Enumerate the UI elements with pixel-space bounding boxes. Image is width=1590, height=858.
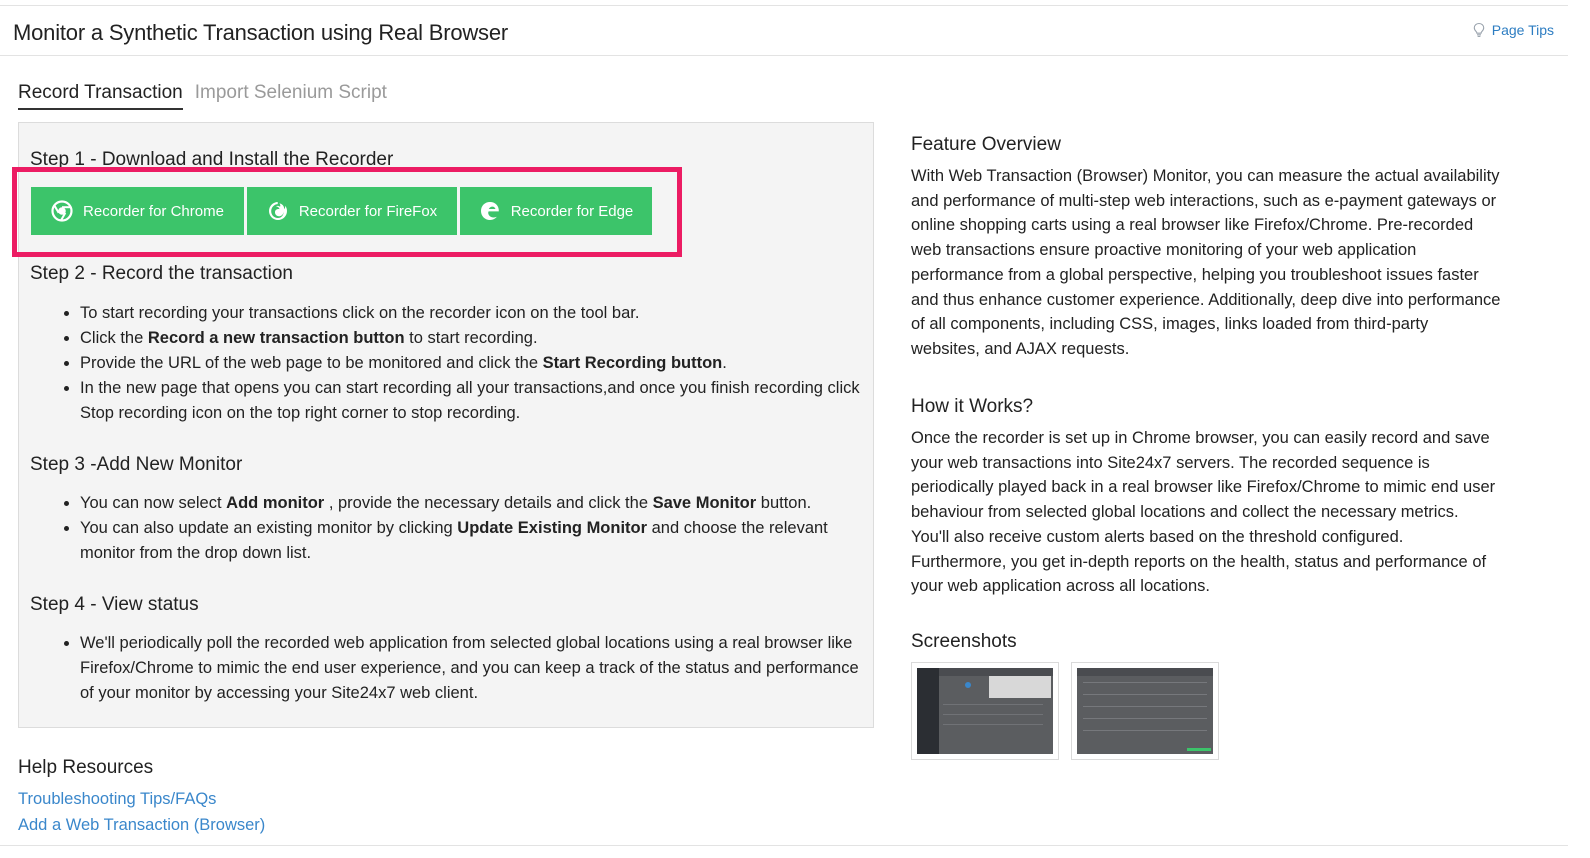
feature-overview-text: With Web Transaction (Browser) Monitor, you can measure the actual availability and performance of multi-step web interactions, such as e-payment gateways or online shopping carts using a real browser like Firefox/Chrome. Pre-recorded web transactions ensure proactive monitoring of your web application performance from a global perspective, helping you troubleshoot issues faster and thus enhance customer experience. Additionally, deep dive into performance of all components, including CSS, images, links loaded from third-party websites, and AJAX requests. <box>911 167 1501 358</box>
lightbulb-icon <box>1472 22 1486 38</box>
bottom-divider <box>0 845 1568 846</box>
list-item: • You can also update an existing monitor by clicking Update Existing Monitor and choose the relevant monitor from the drop down list. <box>80 516 870 566</box>
step3-heading: Step 3 -Add New Monitor <box>30 454 243 475</box>
tab-import-selenium-script[interactable]: Import Selenium Script <box>194 82 387 103</box>
recorder-chrome-label: Recorder for Chrome <box>83 202 224 220</box>
how-it-works-title: How it Works? <box>911 396 1034 417</box>
recorder-edge-label: Recorder for Edge <box>510 202 634 220</box>
step4-heading: Step 4 - View status <box>30 594 199 615</box>
step3-list <box>62 491 870 566</box>
screenshots-section <box>911 631 1501 653</box>
list-item: • You can now select Add monitor , provide the necessary details and click the Save Monitor button. <box>80 491 870 516</box>
page-header <box>0 6 1568 56</box>
screenshots-title: Screenshots <box>911 631 1017 652</box>
how-it-works-section <box>911 396 1501 599</box>
list-item: • Click the Record a new transaction button to start recording. <box>80 326 870 351</box>
feature-overview-title: Feature Overview <box>911 134 1061 155</box>
chrome-icon <box>51 200 73 222</box>
tab-record-transaction[interactable]: Record Transaction <box>18 82 183 110</box>
recorder-firefox-label: Recorder for FireFox <box>298 202 438 220</box>
add-web-transaction-link[interactable]: Add a Web Transaction (Browser) <box>18 816 266 834</box>
recorder-chrome-button[interactable] <box>31 187 244 235</box>
screenshot-image <box>917 668 1053 754</box>
feature-overview-section <box>911 134 1501 362</box>
screenshot-image <box>1077 668 1213 754</box>
help-resources-section <box>18 757 265 835</box>
step2-list <box>62 301 870 426</box>
help-resources-title: Help Resources <box>18 757 154 778</box>
screenshot-thumbnail[interactable] <box>1071 662 1219 760</box>
troubleshooting-link[interactable]: Troubleshooting Tips/FAQs <box>18 790 217 808</box>
step2-heading: Step 2 - Record the transaction <box>30 263 293 284</box>
list-item: • In the new page that opens you can start recording all your transactions,and once you finish recording click Stop recording icon on the top right corner to stop recording. <box>80 376 870 426</box>
list-item: • We'll periodically poll the recorded web application from selected global locations using a real browser like Firefox/Chrome to mimic the end user experience, and you can keep a track of the status and performance of your monitor by accessing your Site24x7 web client. <box>80 631 870 706</box>
firefox-icon <box>267 200 289 222</box>
edge-icon <box>479 200 501 222</box>
recorder-firefox-button[interactable] <box>247 187 457 235</box>
list-item: • To start recording your transactions click on the recorder icon on the tool bar. <box>80 301 870 326</box>
page-title: Monitor a Synthetic Transaction using Real Browser <box>13 20 509 45</box>
step1-heading: Step 1 - Download and Install the Recorder <box>30 149 394 170</box>
screenshot-thumbnail[interactable] <box>911 662 1059 760</box>
recorder-edge-button[interactable] <box>460 187 652 235</box>
page-tips-link[interactable] <box>1472 22 1554 38</box>
page-tips-label: Page Tips <box>1491 22 1554 38</box>
how-it-works-text: Once the recorder is set up in Chrome browser, you can easily record and save your web transactions into Site24x7 servers. The recorded sequence is periodically played back in a real browser like Firefox/Chrome to mimic end user behaviour from selected global locations and collect the necessary metrics. You'll also receive custom alerts based on the threshold configured. Furthermore, you get in-depth reports on the health, status and performance of your web application across all locations. <box>911 429 1496 596</box>
step4-list <box>62 631 870 706</box>
tab-bar <box>18 82 387 110</box>
list-item: • Provide the URL of the web page to be monitored and click the Start Recording button. <box>80 351 870 376</box>
